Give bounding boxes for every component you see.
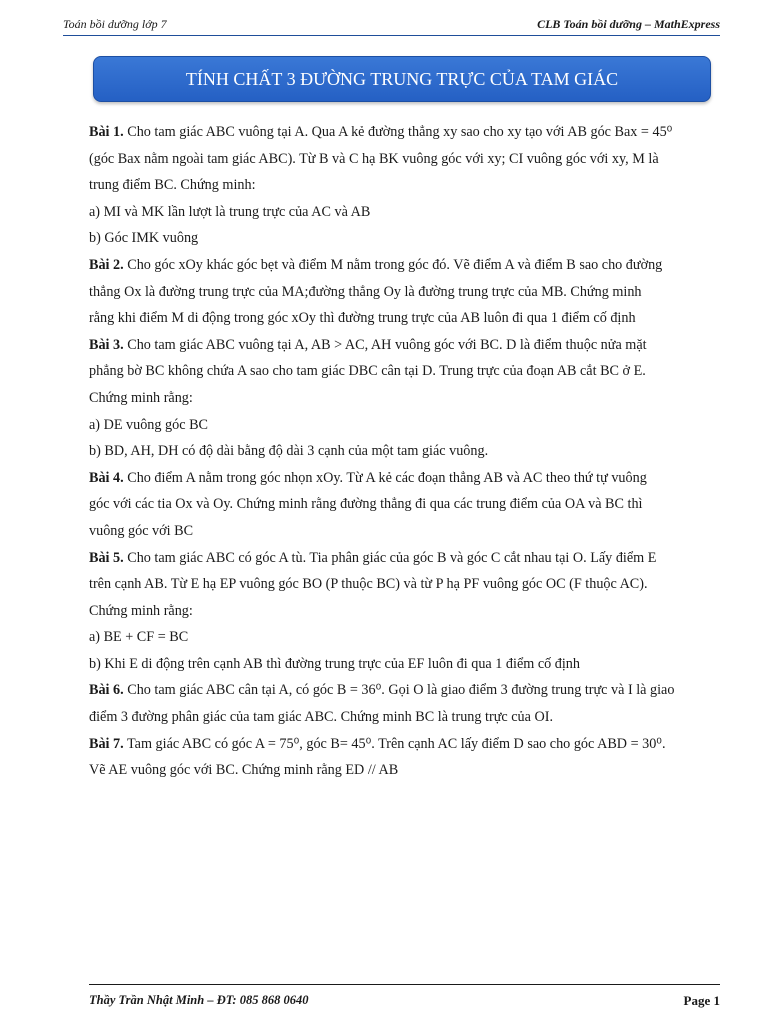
problem-label: Bài 6. — [89, 682, 124, 699]
problem-text: thẳng Ox là đường trung trực của MA;đường thẳng Oy là đường trung trực của MB. Chứng minh — [89, 283, 642, 300]
problem-text: a) DE vuông góc BC — [89, 416, 209, 433]
problem-label: Bài 1. — [89, 124, 124, 140]
problem-text: phẳng bờ BC không chứa A sao cho tam giác DBC cân tại D. Trung trực của đoạn AB cắt BC ở E. — [89, 363, 646, 380]
problem-text: a) MI và MK lần lượt là trung trực của AC và AB — [89, 203, 371, 220]
problem-label: Bài 3. — [89, 336, 124, 353]
problem-label: Bài 7. — [89, 735, 124, 752]
problem-line — [89, 119, 729, 146]
problem-text: vuông góc với BC — [89, 522, 194, 539]
problem-line — [89, 279, 729, 306]
problem-line — [89, 438, 729, 465]
problem-text: Cho tam giác ABC cân tại A, có góc B = 36⁰. Gọi O là giao điểm 3 đường trung trực và I là giao — [127, 682, 675, 699]
problem-block — [89, 119, 729, 252]
problem-label: Bài 5. — [89, 549, 124, 566]
problem-text: (góc Bax nằm ngoài tam giác ABC). Từ B và C hạ BK vuông góc với xy; CI vuông góc với xy, M là — [89, 150, 659, 167]
problem-line — [89, 385, 729, 412]
problem-text: Chứng minh rằng: — [89, 389, 193, 406]
problem-line — [89, 677, 729, 704]
problem-line — [89, 757, 729, 784]
problem-line — [89, 332, 729, 359]
problem-line — [89, 624, 729, 651]
page-number: Page 1 — [683, 992, 720, 1008]
problem-line — [89, 731, 729, 758]
problem-text: Cho tam giác ABC có góc A tù. Tia phân giác của góc B và góc C cắt nhau tại O. Lấy điểm E — [127, 549, 657, 566]
problem-line — [89, 305, 729, 332]
problem-text: rằng khi điểm M di động trong góc xOy thì đường trung trực của AB luôn đi qua 1 điểm cố định — [89, 310, 636, 327]
problem-block — [89, 545, 729, 678]
problem-block — [89, 252, 729, 332]
problem-line — [89, 252, 729, 279]
problem-line — [89, 491, 729, 518]
problem-text: Cho tam giác ABC vuông tại A. Qua A kẻ đường thẳng xy sao cho xy tạo với AB góc Bax = 45⁰ — [127, 124, 673, 140]
problem-line — [89, 172, 729, 199]
problem-text: Vẽ AE vuông góc với BC. Chứng minh rằng ED // AB — [89, 762, 399, 779]
problem-line — [89, 571, 729, 598]
problem-text: Tam giác ABC có góc A = 75⁰, góc B= 45⁰. Trên cạnh AC lấy điểm D sao cho góc ABD = 30⁰. — [126, 735, 666, 752]
header-left-text: Toán bồi dưỡng lớp 7 — [63, 17, 167, 31]
problem-text: b) Góc IMK vuông — [89, 230, 199, 247]
problem-line — [89, 358, 729, 385]
problem-line — [89, 598, 729, 625]
problem-text: b) BD, AH, DH có độ dài bằng độ dài 3 cạnh của một tam giác vuông. — [89, 443, 489, 460]
problem-line — [89, 651, 729, 678]
problem-line — [89, 199, 729, 226]
title-banner — [93, 56, 711, 102]
problem-text: điểm 3 đường phân giác của tam giác ABC. Chứng minh BC là trung trực của OI. — [89, 709, 553, 726]
problem-line — [89, 412, 729, 439]
problem-line — [89, 518, 729, 545]
problem-block — [89, 332, 729, 465]
problem-text: góc với các tia Ox và Oy. Chứng minh rằng đường thẳng đi qua các trung điểm của OA và BC thì — [89, 496, 643, 513]
problem-line — [89, 704, 729, 731]
page-header — [63, 14, 720, 36]
problem-line — [89, 146, 729, 173]
problem-text: Chứng minh rằng: — [89, 602, 193, 619]
problem-text: Cho góc xOy khác góc bẹt và điểm M nằm trong góc đó. Vẽ điểm A và điểm B sao cho đường — [127, 256, 663, 273]
header-right-text: CLB Toán bồi dưỡng – MathExpress — [537, 17, 720, 31]
problem-block — [89, 465, 729, 545]
page-title: TÍNH CHẤT 3 ĐƯỜNG TRUNG TRỰC CỦA TAM GIÁC — [185, 68, 619, 89]
footer-author: Thầy Trần Nhật Minh – ĐT: 085 868 0640 — [89, 993, 309, 1007]
problem-text: a) BE + CF = BC — [89, 629, 189, 646]
problem-line — [89, 545, 729, 572]
problem-line — [89, 465, 729, 492]
problem-label: Bài 4. — [89, 469, 124, 486]
problem-line — [89, 225, 729, 252]
problem-text: Cho tam giác ABC vuông tại A, AB > AC, AH vuông góc với BC. D là điểm thuộc nửa mặt — [127, 336, 647, 353]
problem-block — [89, 677, 729, 730]
problem-block — [89, 731, 729, 784]
problem-label: Bài 2. — [89, 256, 124, 273]
problem-text: trung điểm BC. Chứng minh: — [89, 177, 256, 194]
problem-text: Cho điểm A nằm trong góc nhọn xOy. Từ A kẻ các đoạn thẳng AB và AC theo thứ tự vuông — [127, 469, 647, 486]
page-footer — [89, 984, 720, 1010]
problem-text: b) Khi E di động trên cạnh AB thì đường trung trực của EF luôn đi qua 1 điểm cố định — [89, 655, 580, 672]
problem-list — [89, 119, 729, 784]
problem-text: trên cạnh AB. Từ E hạ EP vuông góc BO (P thuộc BC) và từ P hạ PF vuông góc OC (F thuộc AC). — [89, 576, 648, 593]
